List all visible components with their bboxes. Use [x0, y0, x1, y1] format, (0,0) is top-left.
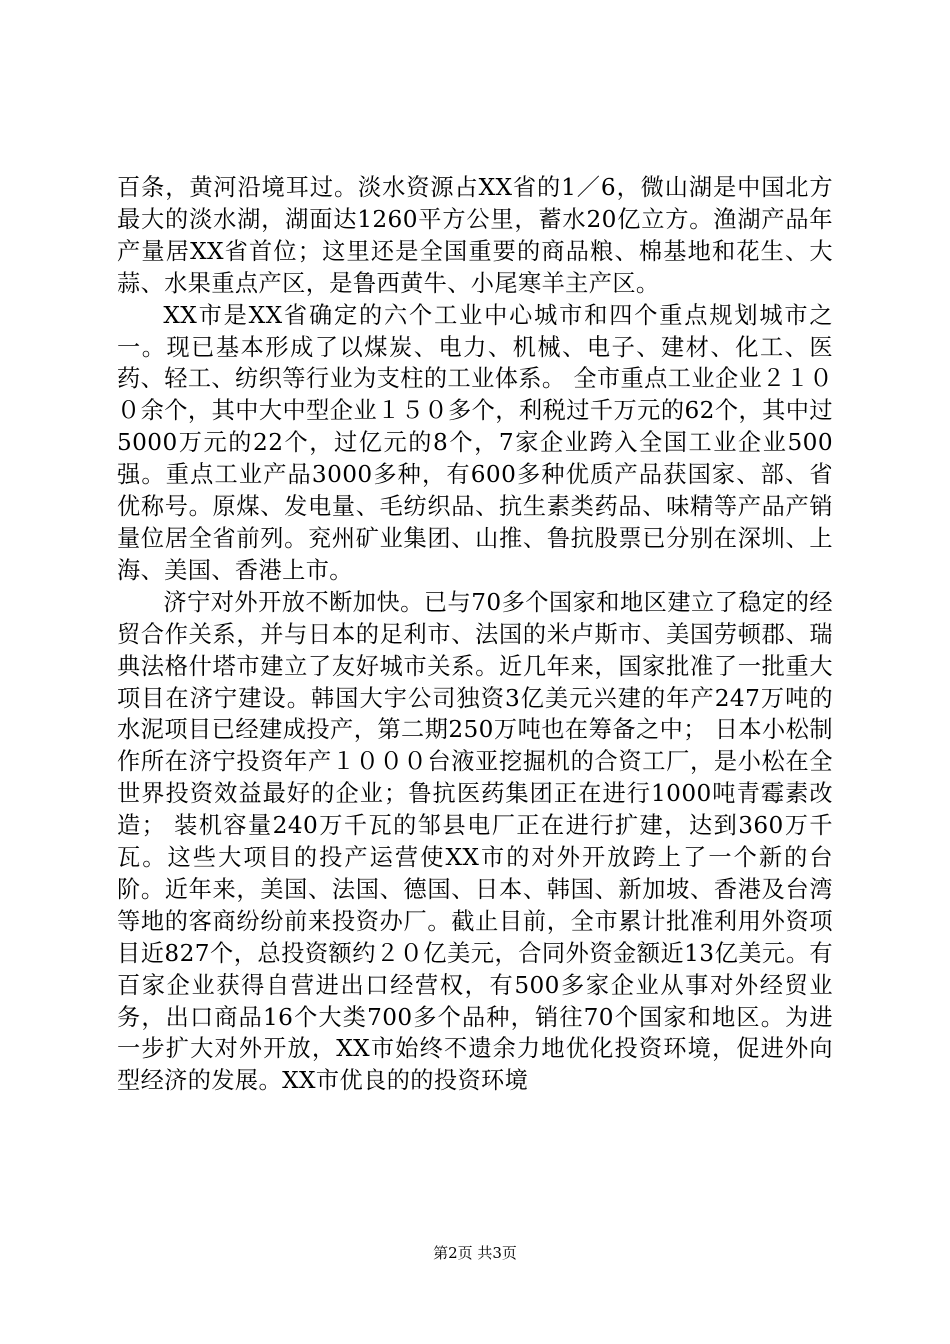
paragraph-3: 济宁对外开放不断加快。已与70多个国家和地区建立了稳定的经贸合作关系，并与日本的足利市、法国的米卢斯市、美国劳顿郡、瑞典法格什塔市建立了友好城市关系。近几年来，国家批准了一批重大项目在济宁建设。韩国大宇公司独资3亿美元兴建的年产247万吨的水泥项目已经建成投产，第二期250万吨也在筹备之中； 日本小松制作所在济宁投资年产１０００台液亚挖掘机的合资工厂，是小松在全世界投资效益最好的企业；鲁抗医药集团正在进行1000吨青霉素改造； 装机容量240万千瓦的邹县电厂正在进行扩建，达到360万千瓦。这些大项目的投产运营使XX市的对外开放跨上了一个新的台阶。近年来，美国、法国、德国、日本、韩国、新加坡、香港及台湾等地的客商纷纷前来投资办厂。截止目前，全市累计批准利用外资项目近827个，总投资额约２０亿美元，合同外资金额近13亿美元。有百家企业获得自营进出口经营权，有500多家企业从事对外经贸业务，出口商品16个大类700多个品种，销往70个国家和地区。为进一步扩大对外开放，XX市始终不遗余力地优化投资环境，促进外向型经济的发展。XX市优良的的投资环境 — [117, 588, 833, 1095]
paragraph-1: 百条，黄河沿境耳过。淡水资源占XX省的1／6，微山湖是中国北方最大的淡水湖，湖面达1260平方公里，蓄水20亿立方。渔湖产品年产量居XX省首位；这里还是全国重要的商品粮、棉基地和花生、大蒜、水果重点产区，是鲁西黄牛、小尾寒羊主产区。 — [117, 174, 833, 297]
document-body — [117, 172, 833, 1097]
page-number-label: 第2页 共3页 — [433, 1244, 517, 1262]
paragraph-2: XX市是XX省确定的六个工业中心城市和四个重点规划城市之一。现已基本形成了以煤炭、电力、机械、电子、建材、化工、医药、轻工、纺织等行业为支柱的工业体系。 全市重点工业企业２１００余个，其中大中型企业１５０多个，利税过千万元的62个，其中过5000万元的22个，过亿元的8个，7家企业跨入全国工业企业500强。重点工业产品3000多种，有600多种优质产品获国家、部、省优称号。原煤、发电量、毛纺织品、抗生素类药品、味精等产品产销量位居全省前列。兖州矿业集团、山推、鲁抗股票已分别在深圳、上海、美国、香港上市。 — [117, 301, 833, 584]
page-footer — [0, 1243, 950, 1263]
